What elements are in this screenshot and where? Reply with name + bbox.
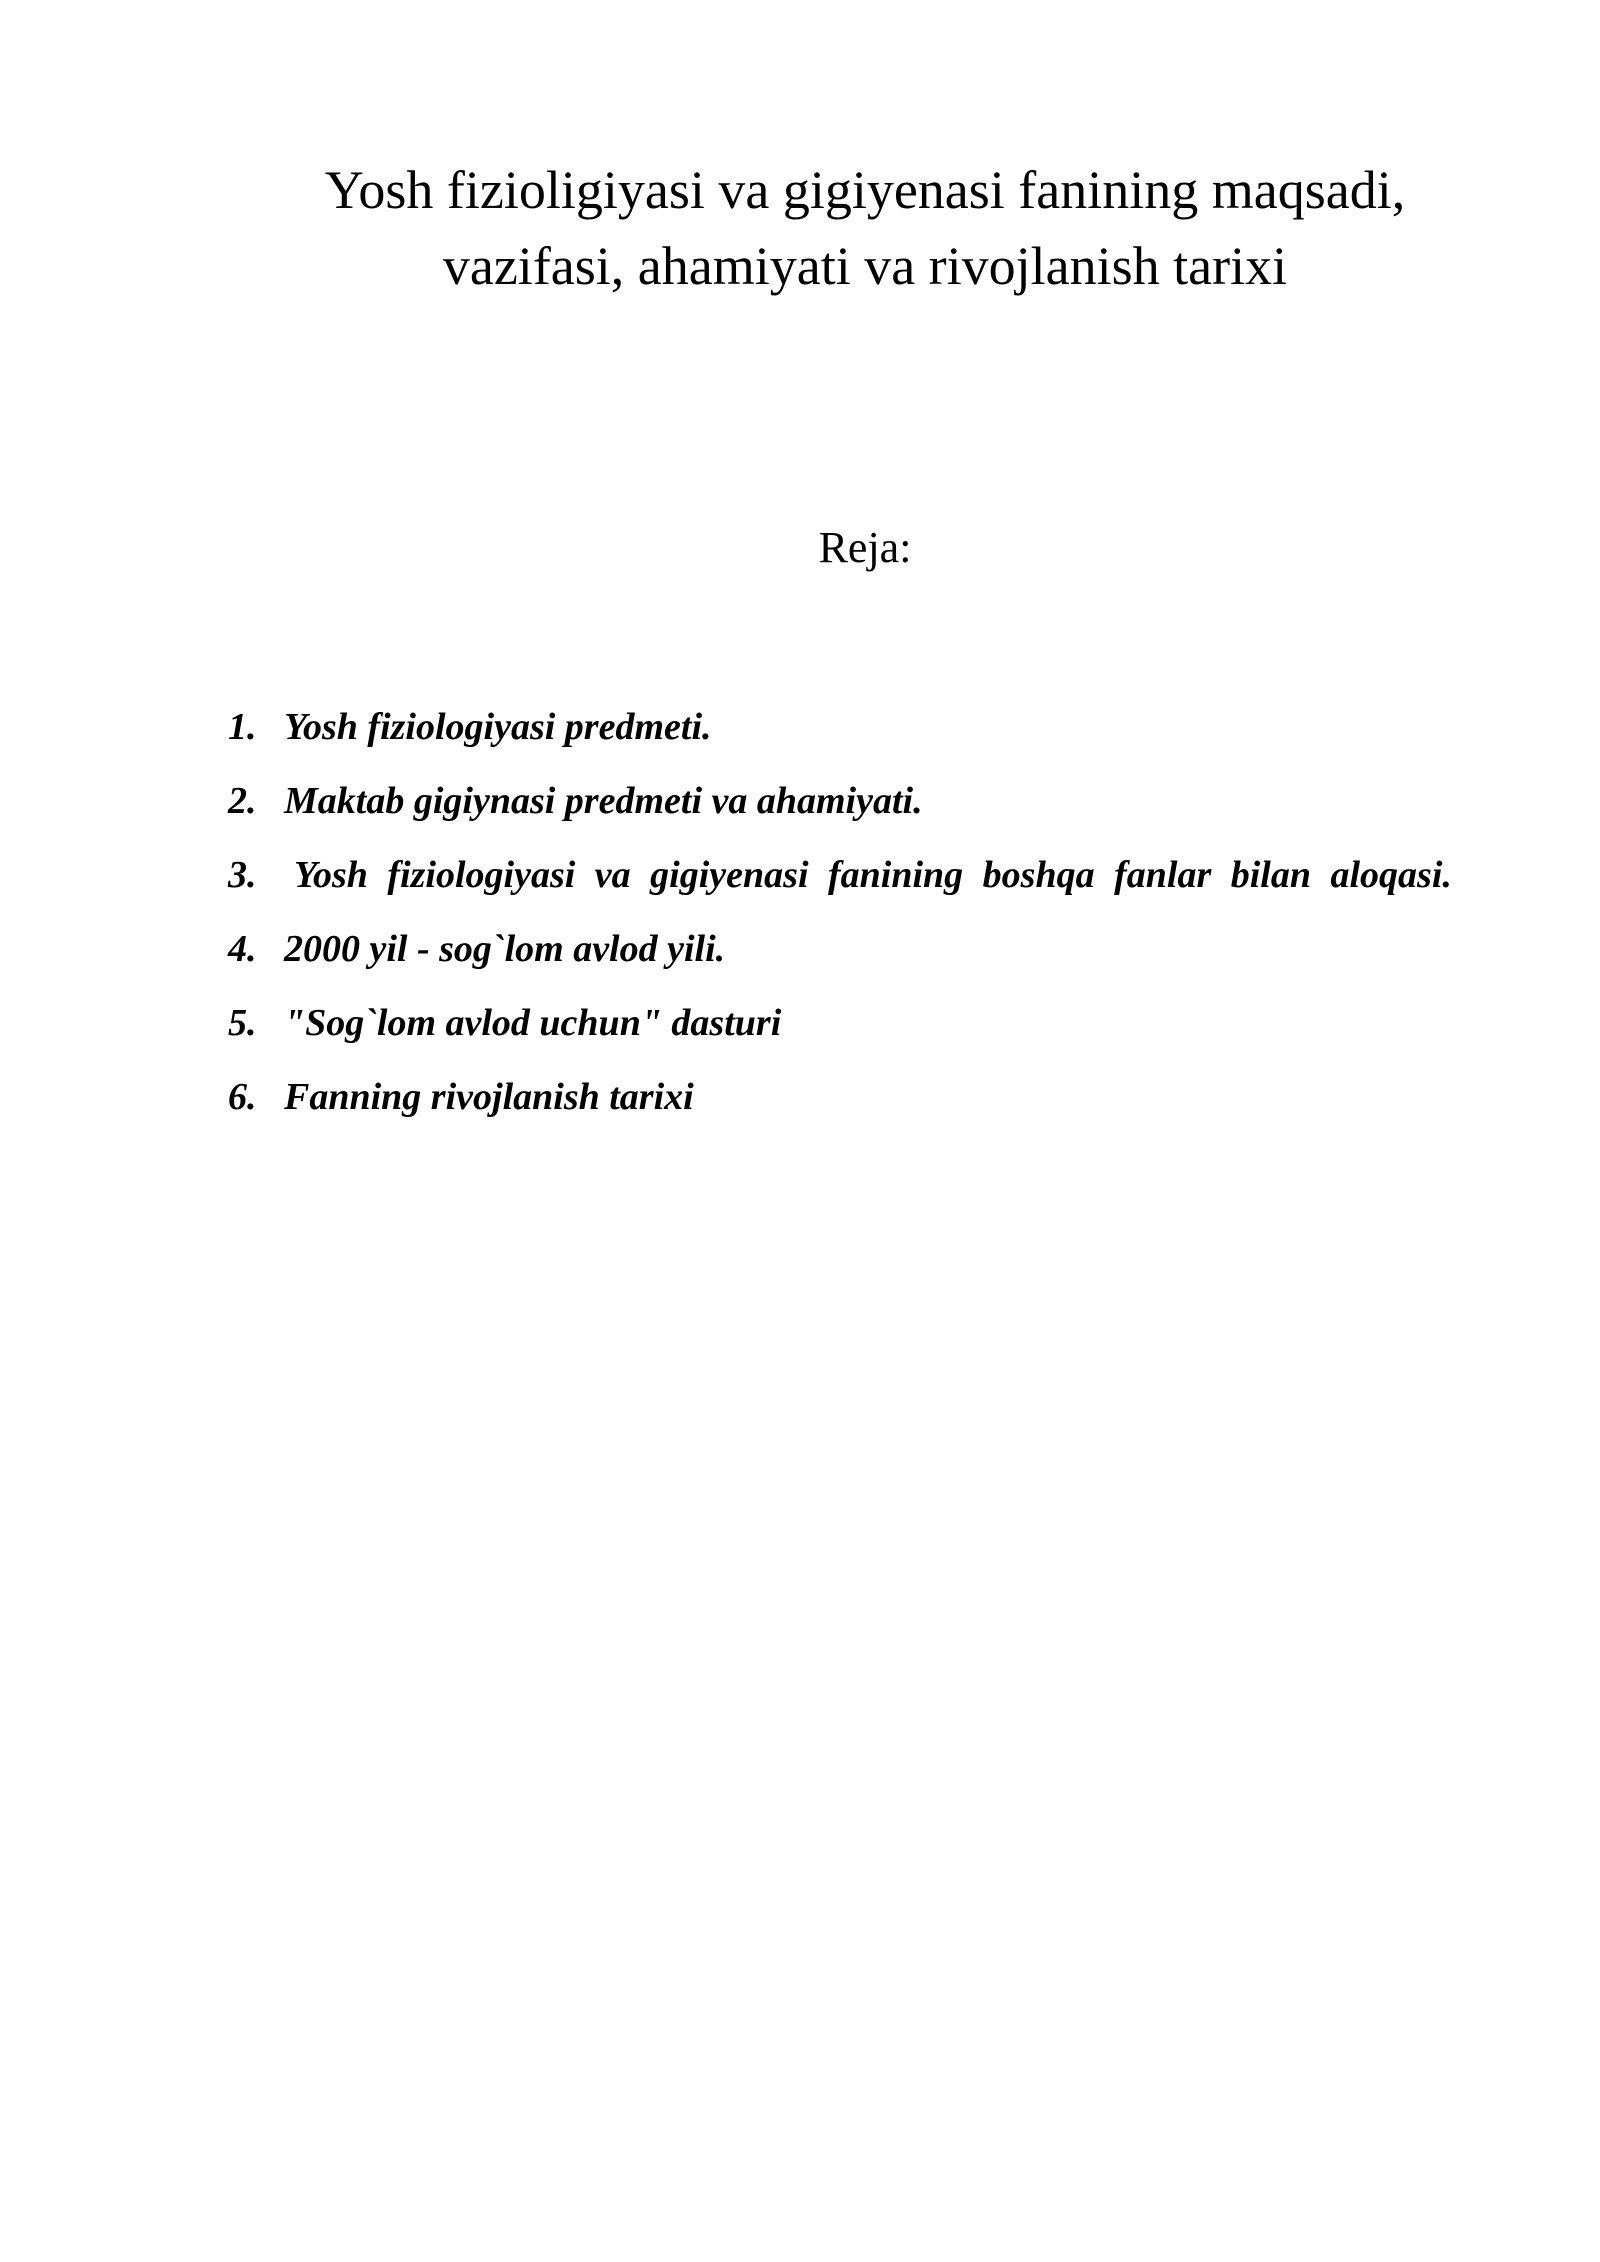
document-title: [230, 152, 1500, 304]
plan-item-number: 1.: [228, 706, 257, 748]
plan-item-number: 4.: [228, 928, 257, 970]
plan-item-text: Yosh fiziologiyasi predmeti.: [284, 706, 712, 748]
plan-item-text: "Sog`lom avlod uchun" dasturi: [284, 1002, 782, 1044]
plan-item-text: Yosh fiziologiyasi va gigiyenasi fanining boshqa fanlar bilan aloqasi.: [294, 854, 1452, 896]
plan-item: [228, 1060, 1480, 1134]
plan-item: [228, 912, 1480, 986]
plan-item-number: 3.: [228, 854, 257, 896]
plan-item-text: Maktab gigiynasi predmeti va ahamiyati.: [284, 780, 923, 822]
document-title-line-1: Yosh fizioligiyasi va gigiyenasi fanining maqsadi,: [324, 160, 1406, 220]
plan-item-text: 2000 yil - sog`lom avlod yili.: [284, 928, 726, 970]
plan-list: [228, 690, 1480, 1134]
plan-item-number: 6.: [228, 1076, 257, 1118]
plan-item-number: 2.: [228, 780, 257, 822]
document-title-line-2: vazifasi, ahamiyati va rivojlanish tarixi: [442, 236, 1288, 296]
plan-item: [228, 986, 1480, 1060]
plan-item-number: 5.: [228, 1002, 257, 1044]
plan-item: [228, 838, 1480, 912]
plan-item-text: Fanning rivojlanish tarixi: [284, 1076, 694, 1118]
plan-item: [228, 690, 1480, 764]
plan-item: [228, 764, 1480, 838]
plan-heading: Reja:: [818, 523, 912, 572]
